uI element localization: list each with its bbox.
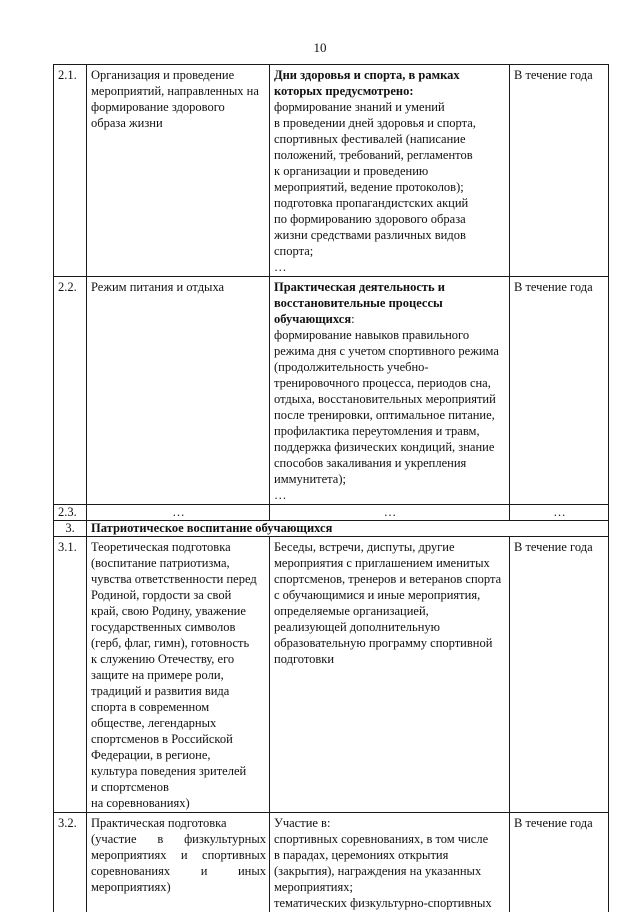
direction-cell: … (87, 505, 270, 521)
row-number: 2.1. (54, 65, 87, 277)
row-number: 3.2. (54, 813, 87, 913)
direction-line: традиций и развития вида (91, 684, 230, 698)
direction-cell (87, 65, 270, 277)
activity-heading: обучающихся (274, 312, 352, 326)
activity-line: поддержка физических кондиций, знание (274, 440, 495, 454)
activity-line: профилактика переутомления и травм, (274, 424, 480, 438)
direction-line: мероприятиях и спортивных (91, 848, 266, 862)
activity-line: иммунитета); (274, 472, 346, 486)
term-cell: В течение года (510, 65, 609, 277)
activity-line: по формированию здорового образа (274, 212, 466, 226)
row-number: 2.2. (54, 277, 87, 505)
activity-line: с обучающимися и иные мероприятия, (274, 588, 481, 602)
activity-cell: … (270, 505, 510, 521)
direction-line: образа жизни (91, 116, 163, 130)
term-cell: … (510, 505, 609, 521)
direction-line: край, свою Родину, уважение (91, 604, 246, 618)
direction-line: соревнованиях и иных (91, 864, 266, 878)
term-cell: В течение года (510, 537, 609, 813)
direction-line: чувства ответственности перед (91, 572, 257, 586)
activity-line: (закрытия), награждения на указанных (274, 864, 482, 878)
direction-line: Режим питания и отдыха (91, 280, 225, 294)
direction-line: к служению Отечеству, его (91, 652, 235, 666)
activity-line: (продолжительность учебно- (274, 360, 429, 374)
direction-line: на соревнованиях) (91, 796, 190, 810)
table-row-3-2 (54, 813, 609, 913)
activity-line: в парадах, церемониях открытия (274, 848, 449, 862)
activity-line: реализующей дополнительную (274, 620, 441, 634)
table-row-2-2 (54, 277, 609, 505)
direction-cell (87, 277, 270, 505)
activity-line: подготовка пропагандистских акций (274, 196, 469, 210)
activity-heading: Практическая деятельность и (274, 280, 445, 294)
activity-line: отдыха, восстановительных мероприятий (274, 392, 496, 406)
direction-line: и спортсменов (91, 780, 169, 794)
direction-line: государственных символов (91, 620, 236, 634)
activity-line: в проведении дней здоровья и спорта, (274, 116, 476, 130)
direction-cell (87, 813, 270, 913)
term-cell: В течение года (510, 813, 609, 913)
activity-line: спортсменов, тренеров и ветеранов спорта (274, 572, 502, 586)
direction-cell (87, 537, 270, 813)
direction-line: обществе, легендарных (91, 716, 217, 730)
table-row-section-3 (54, 521, 609, 537)
activity-line: способов закаливания и укрепления (274, 456, 467, 470)
row-number: 2.3. (54, 505, 87, 521)
direction-line: Теоретическая подготовка (91, 540, 231, 554)
activity-line: Беседы, встречи, диспуты, другие (274, 540, 455, 554)
activities-table (53, 64, 609, 912)
activity-line: подготовки (274, 652, 335, 666)
activity-line: … (274, 488, 287, 502)
direction-line: спортсменов в Российской (91, 732, 233, 746)
table-row-2-3 (54, 505, 609, 521)
activity-heading: восстановительные процессы (274, 296, 443, 310)
heading-colon: : (351, 312, 355, 326)
activity-line: образовательную программу спортивной (274, 636, 493, 650)
activity-line: тематических физкультурно-спортивных (274, 896, 492, 910)
activity-line: спорта; (274, 244, 314, 258)
direction-line: Родиной, гордости за свой (91, 588, 232, 602)
activity-line: формирование навыков правильного (274, 328, 470, 342)
direction-line: Практическая подготовка (91, 816, 227, 830)
direction-line: Организация и проведение (91, 68, 235, 82)
direction-line: Федерации, в регионе, (91, 748, 211, 762)
activity-cell (270, 65, 510, 277)
activity-line: Участие в: (274, 816, 331, 830)
direction-line: формирование здорового (91, 100, 225, 114)
page-number: 10 (313, 40, 327, 55)
term-cell: В течение года (510, 277, 609, 505)
direction-line: (участие в физкультурных (91, 832, 266, 846)
direction-line: спорта в современном (91, 700, 210, 714)
direction-line: защите на примере роли, (91, 668, 224, 682)
table-row-2-1 (54, 65, 609, 277)
activity-line: после тренировки, оптимальное питание, (274, 408, 495, 422)
direction-line: (воспитание патриотизма, (91, 556, 230, 570)
row-number: 3.1. (54, 537, 87, 813)
direction-line: мероприятиях) (91, 880, 171, 894)
section-number: 3. (54, 521, 87, 537)
activity-line: мероприятия с приглашением именитых (274, 556, 490, 570)
activity-line: спортивных соревнованиях, в том числе (274, 832, 489, 846)
activity-cell (270, 277, 510, 505)
activity-line: формирование знаний и умений (274, 100, 445, 114)
activity-line: мероприятиях; (274, 880, 353, 894)
activity-line: к организации и проведению (274, 164, 429, 178)
activity-line: тренировочного процесса, периодов сна, (274, 376, 491, 390)
direction-line: мероприятий, направленных на (91, 84, 259, 98)
activity-heading: Дни здоровья и спорта, в рамках (274, 68, 460, 82)
activity-line: режима дня с учетом спортивного режима (274, 344, 499, 358)
direction-line: (герб, флаг, гимн), готовность (91, 636, 250, 650)
section-title: Патриотическое воспитание обучающихся (87, 521, 609, 537)
activity-line: определяемые организацией, (274, 604, 429, 618)
activity-line: спортивных фестивалей (написание (274, 132, 466, 146)
activity-line: мероприятий, ведение протоколов); (274, 180, 464, 194)
activity-line: жизни средствами различных видов (274, 228, 466, 242)
activity-heading: которых предусмотрено: (274, 84, 414, 98)
activity-cell (270, 813, 510, 913)
table-row-3-1 (54, 537, 609, 813)
activity-line: … (274, 260, 287, 274)
activity-line: положений, требований, регламентов (274, 148, 473, 162)
direction-line: культура поведения зрителей (91, 764, 247, 778)
activity-cell (270, 537, 510, 813)
